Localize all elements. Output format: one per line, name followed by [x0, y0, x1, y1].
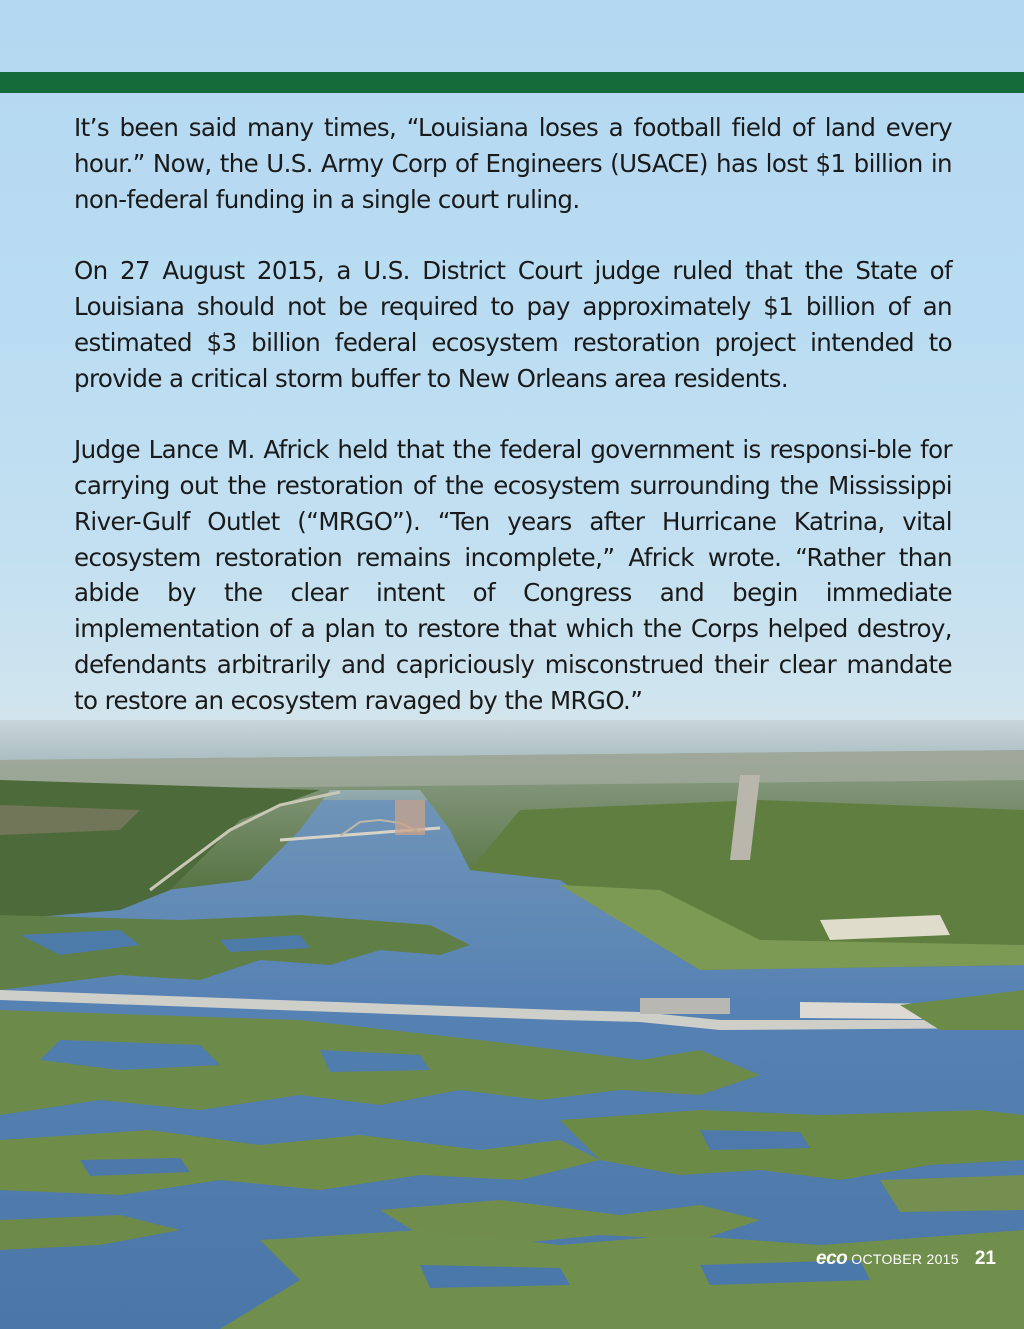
article-paragraph-1: It’s been said many times, “Louisiana loses a football field of land every hour.” Now, the U.S. Army Corp of Engineers (USACE) has lost $1 billion in non-federal funding in a single court ruling.: [74, 113, 952, 214]
article-paragraph-2: On 27 August 2015, a U.S. District Court judge ruled that the State of Louisiana should not be required to pay approximately $1 billion of an estimated $3 billion federal ecosystem restoration project intended to provide a critical storm buffer to New Orleans area residents.: [74, 256, 952, 393]
aerial-photo-mrgo-waterway: [0, 720, 1024, 1329]
page-footer: [816, 1248, 996, 1270]
issue-date: OCTOBER 2015: [851, 1251, 959, 1267]
article-paragraph-3: Judge Lance M. Africk held that the federal government is responsi-ble for carrying out the restoration of the ecosystem surrounding the Mississippi River-Gulf Outlet (“MRGO”). “Ten years after Hurricane Katrina, vital ecosystem restoration remains incomplete,” Africk wrote. “Rather than abide by the clear intent of Congress and begin immediate implementation of a plan to restore that which the Corps helped destroy, defendants arbitrarily and capriciously misconstrued their clear mandate to restore an ecosystem ravaged by the MRGO.”: [74, 435, 952, 715]
article-body: [74, 110, 952, 754]
page-number: 21: [974, 1248, 996, 1269]
magazine-name: eco: [816, 1248, 848, 1269]
header-accent-bar: [0, 72, 1024, 93]
